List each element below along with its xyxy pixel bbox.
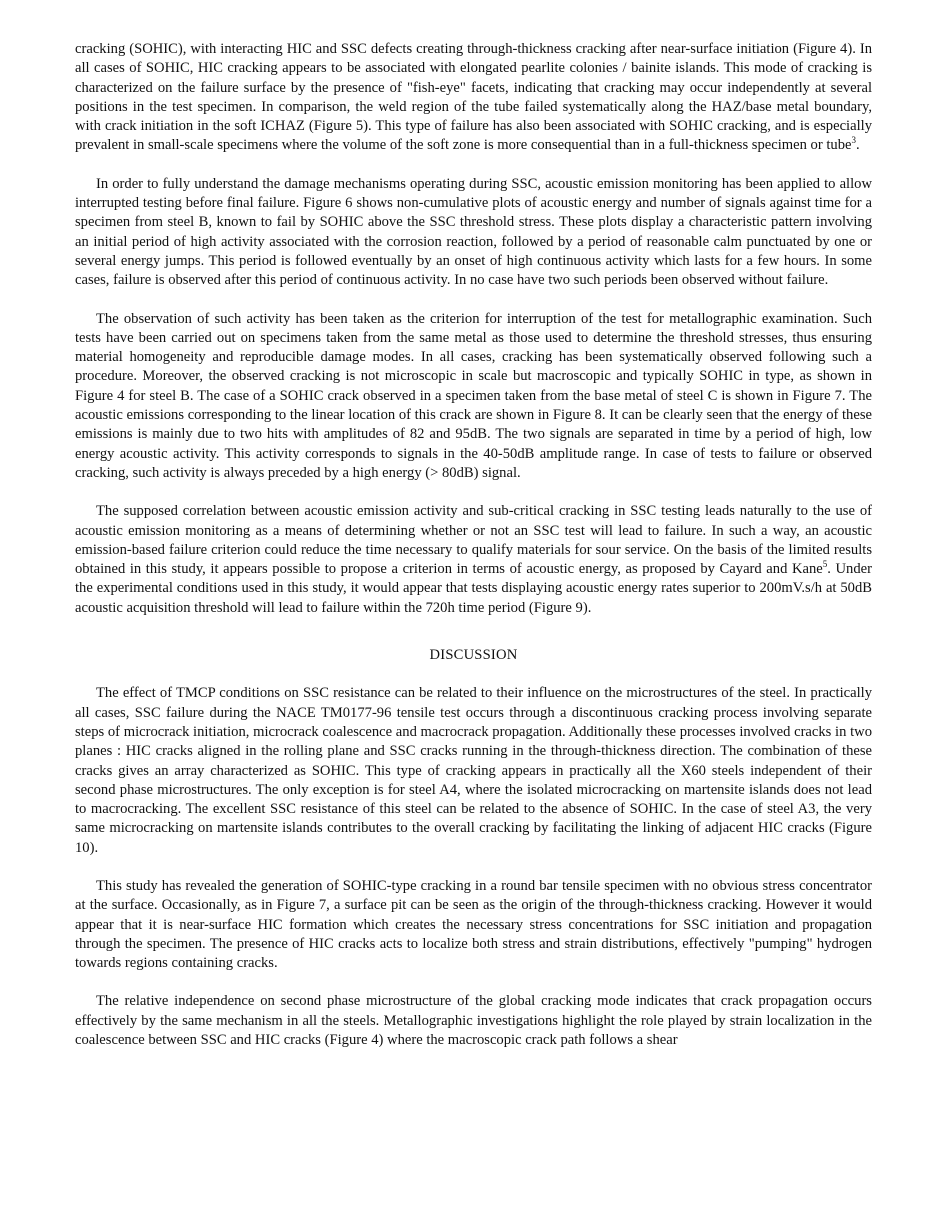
paragraph-text: cracking (SOHIC), with interacting HIC and SSC defects creating through-thickness cracking after near-surface initiation (Figure 4). In all cases of SOHIC, HIC cracking appears to be associated with elongated pearlite colonies / bainite islands. This mode of cracking is characterized on the failure surface by the presence of "fish-eye" facets, indicating that cracking may occur independently at several positions in the test specimen. In comparison, the weld region of the tube failed systematically along the HAZ/base metal boundary, with crack initiation in the soft ICHAZ (Figure 5). This type of failure has also been associated with SOHIC cracking, and is especially prevalent in small-scale specimens where the volume of the soft zone is more consequential than in a full-thickness specimen or tube — [75, 41, 872, 154]
citation-superscript: 3 — [851, 135, 856, 146]
body-paragraph: The effect of TMCP conditions on SSC resistance can be related to their influence on the microstructures of the steel. In practically all cases, SSC failure during the NACE TM0177-96 tensile test occurs through a discontinuous cracking process involving separate steps of microcrack initiation, microcrack coalescence and macrocrack propagation. Additionally these processes involved cracks in two planes : HIC cracks aligned in the rolling plane and SSC cracks running in the through-thickness direction. The combination of these cracks gives an array characterized as SOHIC. This type of cracking appears in practically all the X60 steels independent of their second phase microstructures. The only exception is for steel A4, where the isolated microcracking on martensite islands does not lead to macrocracking. The excellent SSC resistance of this steel can be related to the absence of SOHIC. In the case of steel A3, the very same microcracking on martensite islands contributes to the overall cracking by facilitating the linking of adjacent HIC cracks (Figure 10). — [75, 685, 872, 856]
citation-superscript: 5 — [822, 559, 828, 570]
body-paragraph: The observation of such activity has been taken as the criterion for interruption of the test for metallographic examination. Such tests have been carried out on specimens taken from the same metal as those used to determine the threshold stresses, thus ensuring material homogeneity and reproducible damage modes. In all cases, cracking has been systematically observed following such a procedure. Moreover, the observed cracking is not microscopic in scale but macroscopic and typically SOHIC in type, as shown in Figure 4 for steel B. The case of a SOHIC crack observed in a specimen taken from the base metal of steel C is shown in Figure 7. The acoustic emissions corresponding to the linear location of this crack are shown in Figure 8. It can be clearly seen that the energy of these emissions is mainly due to two hits with amplitudes of 82 and 95dB. The two signals are separated in time by a period of high, low energy acoustic activity. This activity corresponds to signals in the 40-50dB amplitude range. In case of tests to failure or observed cracking, such activity is always preceded by a high energy (> 80dB) signal. — [75, 310, 872, 481]
body-paragraph: In order to fully understand the damage mechanisms operating during SSC, acoustic emission monitoring has been applied to allow interrupted testing before final failure. Figure 6 shows non-cumulative plots of acoustic energy and number of signals against time for a specimen from steel B, known to fail by SOHIC above the SSC threshold stress. These plots display a characteristic pattern involving an initial period of high activity associated with the corrosion reaction, followed by a period of reasonable calm punctuated by one or several energy jumps. This period is followed eventually by an onset of high continuous activity which lasts for a few hours. In some cases, failure is observed after this period of continuous activity. In no case have two such periods been observed without failure. — [75, 175, 872, 289]
body-paragraph — [75, 502, 872, 618]
paragraph-text: The supposed correlation between acoustic emission activity and sub-critical cracking in SSC testing leads naturally to the use of acoustic emission monitoring as a means of determining whether or not an SSC test will lead to failure. In such a way, an acoustic emission-based failure criterion could reduce the time necessary to qualify materials for sour service. On the basis of the limited results obtained in this study, it appears possible to propose a criterion in terms of acoustic energy, as proposed by Cayard and Kane — [75, 503, 872, 578]
section-heading: DISCUSSION — [429, 647, 518, 664]
body-paragraph: The relative independence on second phase microstructure of the global cracking mode indicates that crack propagation occurs effectively by the same mechanism in all the steels. Metallographic investigations highlight the role played by strain localization in the coalescence between SSC and HIC cracks (Figure 4) where the macroscopic crack path follows a shear — [75, 993, 872, 1049]
paragraph-text: . — [855, 137, 860, 154]
paragraph-text: . Under the experimental conditions used in this study, it would appear that tests displaying acoustic energy rates superior to 200mV.s/h at 50dB acoustic acquisition threshold will lead to failure within the 720h time period (Figure 9). — [75, 561, 872, 616]
body-paragraph — [75, 40, 872, 156]
paper-page — [75, 40, 872, 1050]
body-paragraph: This study has revealed the generation of SOHIC-type cracking in a round bar tensile specimen with no obvious stress concentrator at the surface. Occasionally, as in Figure 7, a surface pit can be seen as the origin of the through-thickness cracking. However it would appear that it is near-surface HIC formation which creates the necessary stress concentrations for SSC initiation and propagation through the specimen. The presence of HIC cracks acts to localize both stress and strain distributions, effectively "pumping" hydrogen towards regions containing cracks. — [75, 877, 872, 972]
